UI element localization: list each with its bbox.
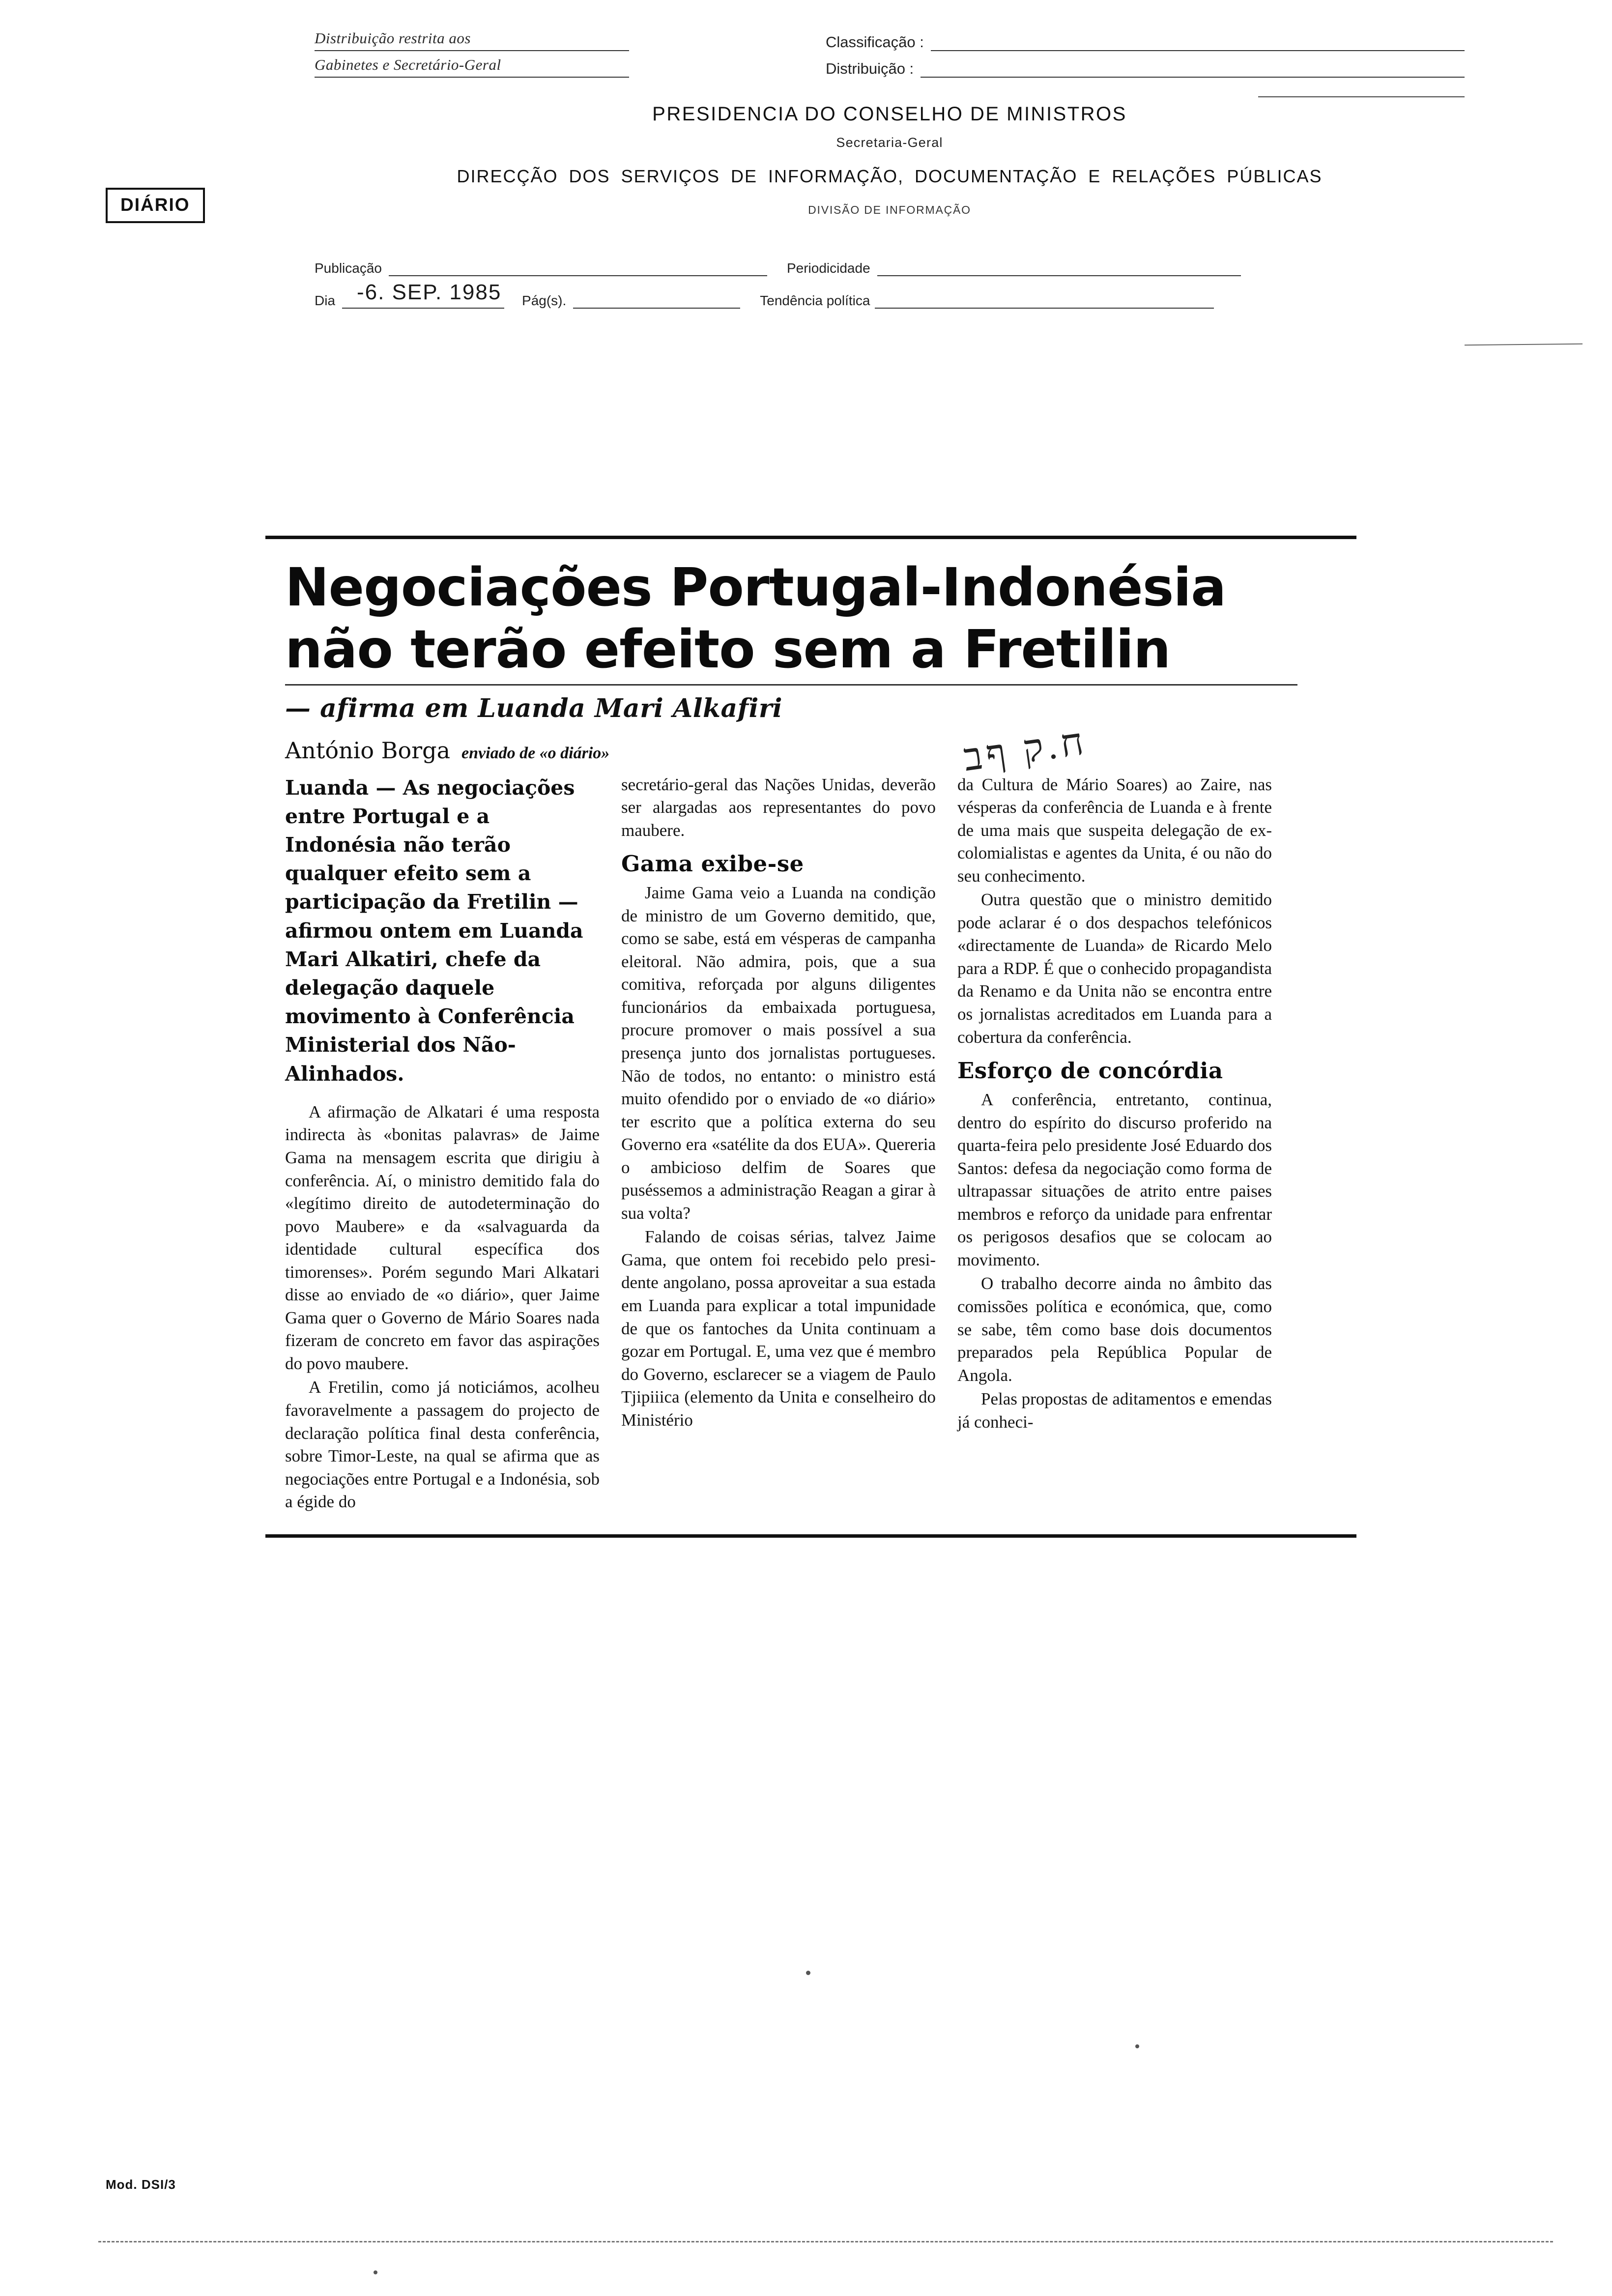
article-paragraph: O trabalho decorre ainda no âmbito das comissões política e económica, que, como se sabe, têm como base dois documentos preparados pela República Popular de Angola. [957,1274,1272,1385]
org-direction: DIRECÇÃO DOS SERVIÇOS DE INFORMAÇÃO, DOCUMENTAÇÃO E RELAÇÕES PÚBLICAS [457,166,1323,186]
article-column-3 [957,774,1272,1515]
article-paragraph: da Cultura de Mário Soares) ao Zaire, nas vésperas da conferência de Luanda e à frente de uma mais que suspeita delegação de ex-colomialistas e agentes da Unita, é ou não do seu conhecimento. [957,775,1272,886]
article-paragraph: Falando de coisas sérias, talvez Jaime Gama, que ontem foi recebido pelo presidente angolano, possa aproveitar a sua estada em Luanda para explicar a total impunidade de que os fantoches da Unita continuam a gozar em Portugal. E, uma vez que é membro do Governo, esclarecer se a viagem de Paulo Tjipiiica (elemento da Unita e conselheiro do Ministério [621,1227,936,1430]
pages-field[interactable] [573,294,740,309]
header-decorative-rule-2 [1465,344,1583,346]
article-columns [265,769,1356,1534]
article-column-2 [621,774,936,1515]
form-model-footer: Mod. DSI/3 [106,2177,176,2192]
section-title-esforco: Esforço de concórdia [957,1058,1223,1084]
scan-speck [1135,2044,1139,2048]
org-title: PRESIDENCIA DO CONSELHO DE MINISTROS [652,103,1127,125]
article-paragraph: Pelas propostas de aditamentos e emendas já conheci- [957,1389,1272,1432]
distribution-field[interactable] [921,64,1465,78]
article-column-1 [285,774,600,1515]
offices-label: Gabinetes e Secretário-Geral [315,56,629,78]
day-field[interactable] [342,280,504,309]
subheadline: — afirma em Luanda Mari Alkafiri [285,693,782,723]
publication-label: Publicação [315,260,382,276]
org-subtitle: Secretaria-Geral [836,135,943,150]
headline-line-1: Negociações Portugal-Indonésia [285,557,1226,618]
periodicity-field[interactable] [877,261,1241,276]
distribution-restricted-label: Distribuição restrita aos [315,29,629,51]
political-trend-label: Tendência política [760,293,870,308]
political-trend-field[interactable] [875,294,1214,309]
distribution-label: Distribuição : [826,60,914,77]
scan-speck [374,2270,377,2274]
publication-field[interactable] [389,261,767,276]
article-paragraph: secretário-geral das Nações Unidas, deverão ser alargadas aos representantes do povo maubere. [621,775,936,840]
article-paragraph: A Fretilin, como já noticiámos, acolheu favoravelmente a passagem do projecto de declaração política final desta conferência, sobre Timor-Leste, na qual se afirma que as negociações entre Portugal e a Indonésia, sob a égide do [285,1378,600,1512]
day-row [315,280,1465,309]
byline-author: António Borga [285,737,451,764]
footer-dashed-rule [98,2241,1553,2242]
headline [265,539,1356,686]
organization-block [315,103,1465,217]
date-stamp: -6. SEP. 1985 [357,280,502,304]
article-paragraph: Jaime Gama veio a Luanda na condição de ministro de um Governo demitido, que, como se sabe, está em vésperas de campanha eleitoral. Não admira, pois, que a sua comitiva, reforçada por alguns diligentes funcionários da embaixada portuguesa, procure promover o mais possível a sua presença junto dos jornalistas portugueses. Não de todos, no entanto: o ministro está muito ofendido por o enviado de «o diário» ter escrito que a política externa do seu Governo era «satélite da dos EUA». Quereria o ambicioso delfim de Soares que puséssemos a administração Reagan a girar à sua volta? [621,883,936,1223]
diario-stamp: DIÁRIO [106,188,205,223]
publication-rows [315,260,1465,325]
pages-label: Pág(s). [522,293,567,308]
classification-field[interactable] [931,37,1465,51]
classification-label: Classificação : [826,33,924,51]
byline [265,723,1356,769]
form-header [315,29,1465,308]
scan-speck [806,1971,810,1975]
day-label: Dia [315,293,336,308]
header-decorative-rule [1258,96,1465,97]
article-lead: Luanda — As negociações entre Portugal e a Indonésia não terão qualquer efeito sem a participação da Fretilin — afirmou ontem em Luanda Mari Alkatiri, chefe da delegação daquele movimento à Conferência Ministerial dos Não-Alinhados. [285,775,583,1086]
org-division: DIVISÃO DE INFORMAÇÃO [808,203,971,216]
form-row-distribution [315,29,1465,51]
article-paragraph: A conferência, entretanto, continua, dentro do espírito do discurso proferido na quarta-feira pelo presidente José Eduardo dos Santos: defesa da negociação como forma de ultrapassar situações de atrito entre paises membros e reforço da unidade para enfrentar os perigosos desafios que se colocam ao movimento. [957,1090,1272,1269]
publication-row [315,260,1465,276]
periodicity-label: Periodicidade [786,260,870,276]
byline-source: enviado de «o diário» [461,744,610,762]
article-paragraph: A afirmação de Alkatari é uma resposta indirecta às «bonitas palavras» de Jaime Gama na mensagem escrita que dirigiu à conferência. Aí, o ministro demitido fala do «legítimo direito de autodeterminação do povo Maubere» e da «salvaguarda da identidade cultural específica dos timorenses». Porém segundo Mari Alkatari disse ao enviado de «o diário», quer Jaime Gama quer o Governo de Mário Soares nada fizeram de concreto em favor das aspirações do povo maubere. [285,1102,600,1373]
newspaper-clipping [265,536,1356,1538]
headline-line-2: não terão efeito sem a Fretilin [285,619,1297,685]
article-paragraph: Outra questão que o ministro demitido pode aclarar é o dos despachos telefónicos «directamente de Luanda» de Ricardo Melo para a RDP. É que o conhecido propagandista da Renamo e da Unita não se encontra entre os jornalistas acreditados em Luanda para a cobertura da conferência. [957,890,1272,1047]
section-title-gama: Gama exibe-se [621,851,804,877]
handwritten-annotation: ח.ק ףב [961,719,1090,779]
form-row-offices [315,56,1465,78]
